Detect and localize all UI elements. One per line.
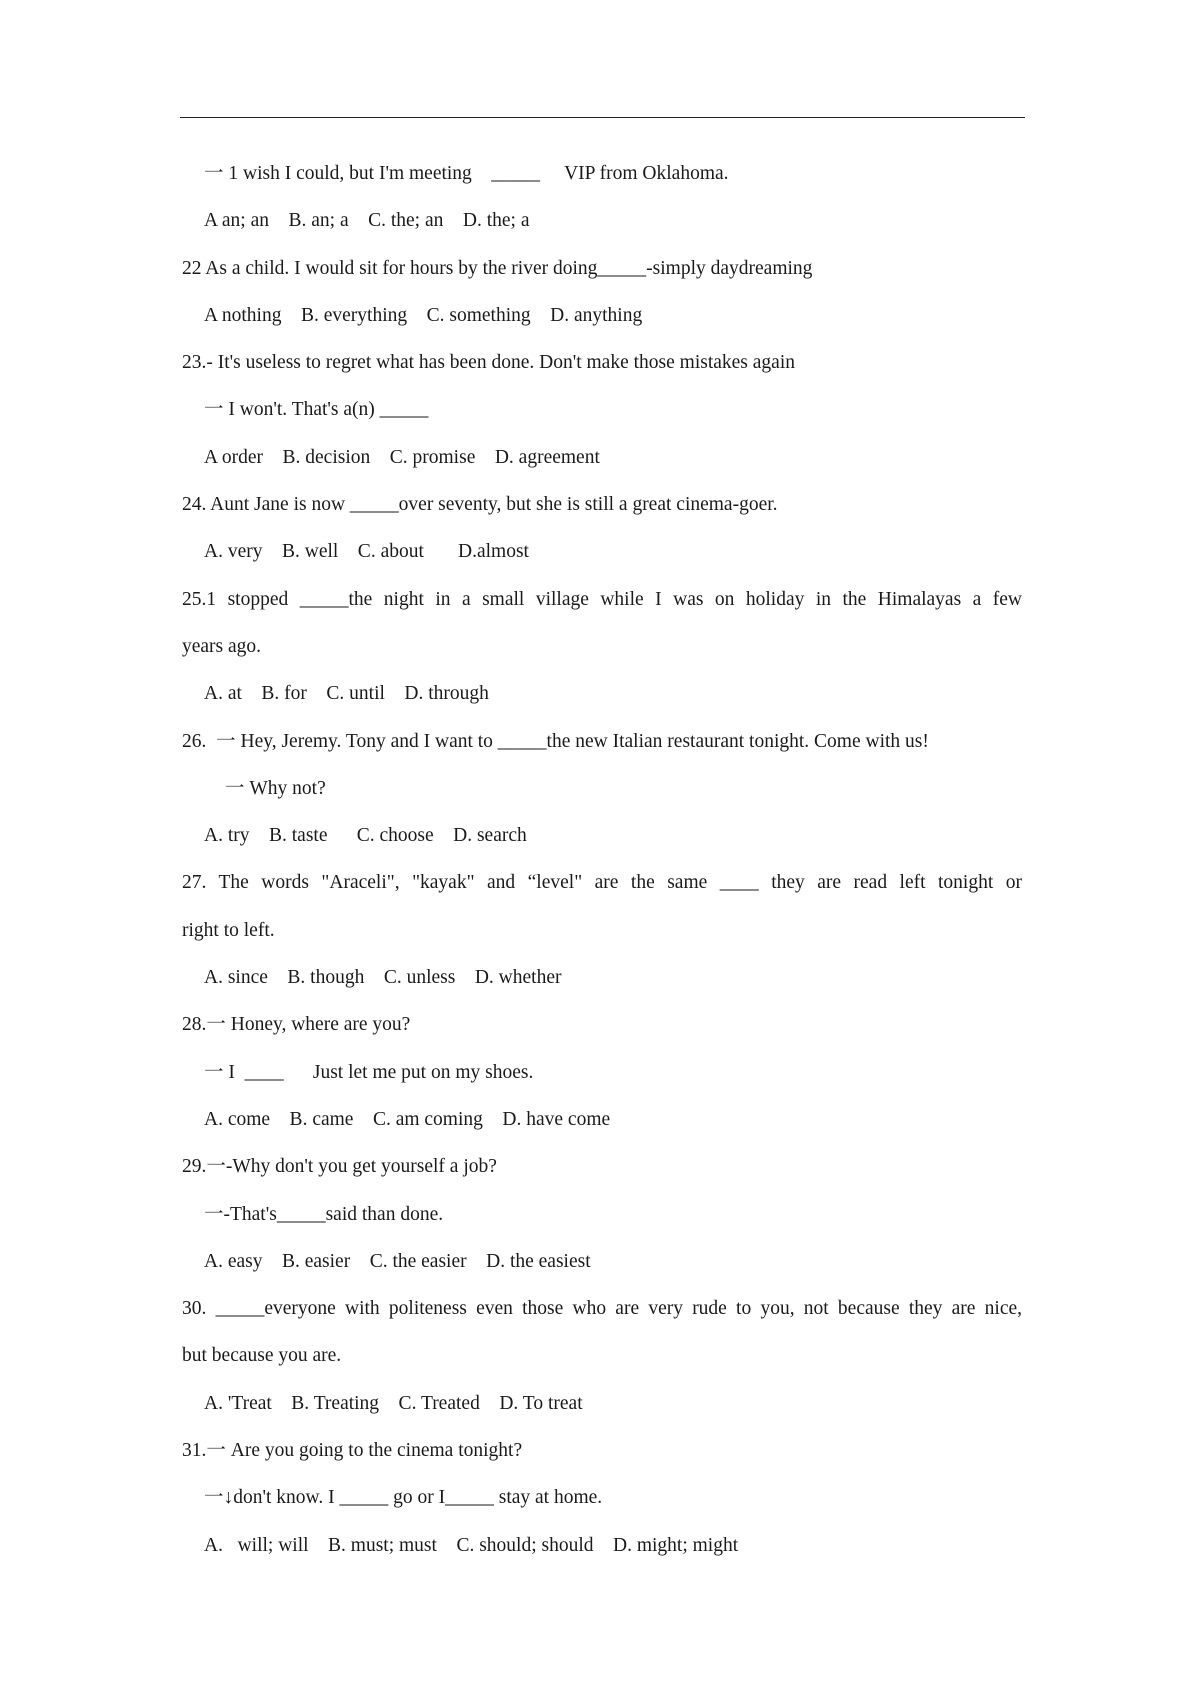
answer-options: A. at B. for C. until D. through (204, 683, 489, 705)
answer-options: A. very B. well C. about D.almost (204, 541, 529, 563)
answer-options: A. try B. taste C. choose D. search (204, 825, 527, 847)
answer-options: A. come B. came C. am coming D. have come (204, 1108, 611, 1130)
question-25: 25.1 stopped _____the night in a small village while I was on holiday in the Himalayas a few (182, 588, 1022, 610)
question-23: 23.- It's useless to regret what has been done. Don't make those mistakes again (182, 352, 795, 374)
answer-options: A. 'Treat B. Treating C. Treated D. To treat (204, 1392, 583, 1414)
question-29: 29.一-Why don't you get yourself a job? (182, 1156, 497, 1178)
question-31: 31.一 Are you going to the cinema tonight? (182, 1440, 523, 1462)
header-rule (180, 117, 1025, 118)
answer-options: A order B. decision C. promise D. agreement (204, 446, 600, 468)
answer-options: A. will; will B. must; must C. should; should D. might; might (204, 1534, 739, 1556)
question-22: 22 As a child. I would sit for hours by the river doing_____-simply daydreaming (182, 257, 813, 279)
question-27: 27. The words "Araceli", "kayak" and “level" are the same ____ they are read left tonight or (182, 872, 1022, 894)
dialogue-line: 一 I ____ Just let me put on my shoes. (204, 1061, 534, 1083)
dialogue-line: 一 1 wish I could, but I'm meeting _____ VIP from Oklahoma. (204, 163, 729, 184)
question-28: 28.一 Honey, where are you? (182, 1014, 411, 1036)
answer-options: A an; an B. an; a C. the; an D. the; a (204, 210, 530, 232)
dialogue-line: 一 Why not? (225, 777, 326, 799)
question-30-continued: but because you are. (182, 1345, 342, 1367)
dialogue-line: 一↓don't know. I _____ go or I_____ stay at home. (204, 1487, 603, 1509)
question-24: 24. Aunt Jane is now _____over seventy, but she is still a great cinema-goer. (182, 494, 778, 516)
answer-options: A nothing B. everything C. something D. anything (204, 304, 643, 326)
answer-options: A. since B. though C. unless D. whether (204, 967, 562, 989)
answer-options: A. easy B. easier C. the easier D. the easiest (204, 1250, 591, 1272)
question-30: 30. _____everyone with politeness even those who are very rude to you, not because they are nice, (182, 1298, 1022, 1320)
question-27-continued: right to left. (182, 919, 275, 941)
dialogue-line: 一-That's_____said than done. (204, 1203, 444, 1225)
question-25-continued: years ago. (182, 635, 262, 657)
dialogue-line: 一 I won't. That's a(n) _____ (204, 399, 429, 421)
exam-page-body (182, 150, 1022, 1569)
question-26: 26. 一 Hey, Jeremy. Tony and I want to _____the new Italian restaurant tonight. Come with us! (182, 730, 929, 752)
